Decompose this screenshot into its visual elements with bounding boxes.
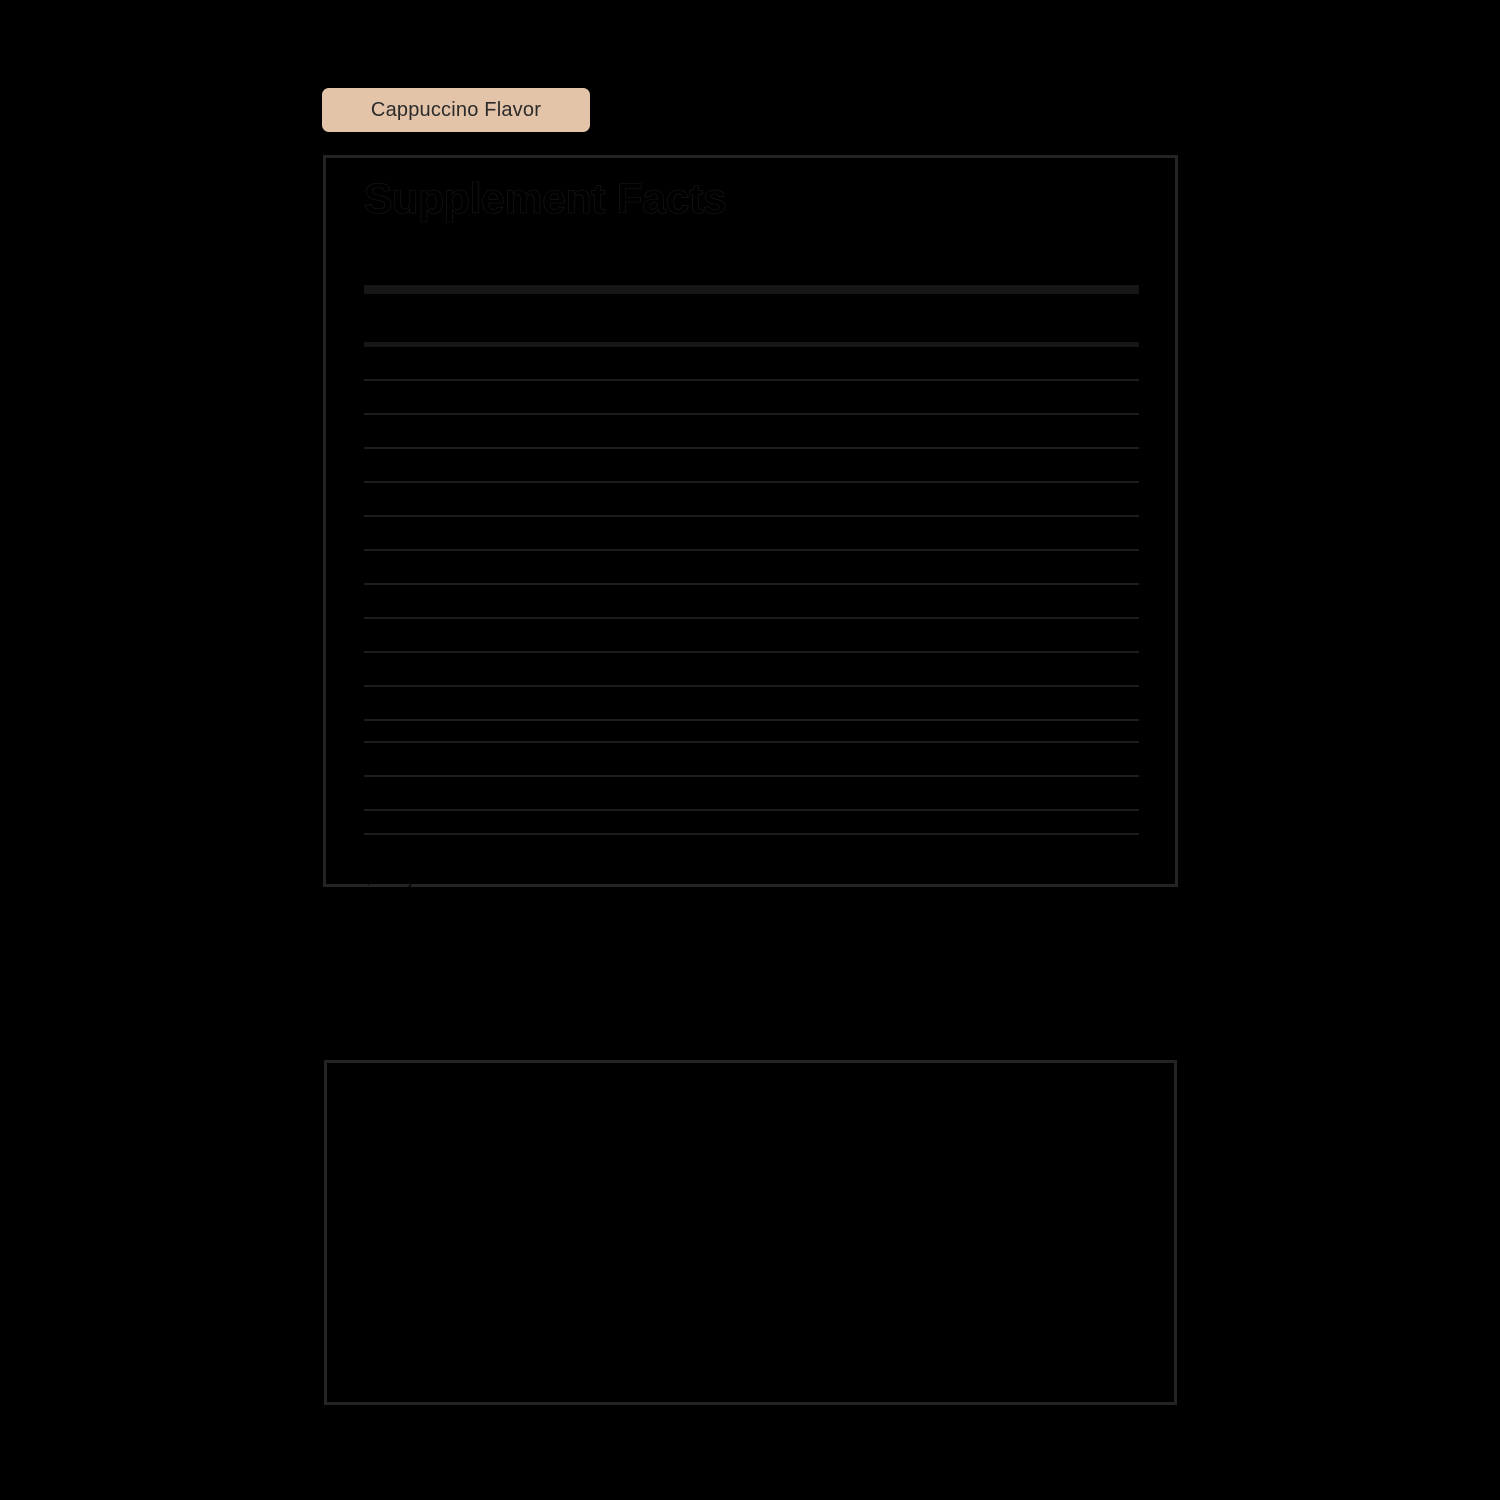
protein-source-table xyxy=(364,743,1139,811)
table-row xyxy=(364,347,1139,380)
nutrient-dv: 7%* xyxy=(997,448,1139,482)
table-row xyxy=(353,1339,751,1367)
amino-acid-amount: 245 xyxy=(695,1229,729,1252)
amino-acid-name: Isoleucine xyxy=(395,1341,484,1364)
amino-acid-name: Glycine xyxy=(395,1285,461,1308)
amino-acid-column-right xyxy=(751,1079,1149,1395)
amino-acid-header-amount xyxy=(984,1079,1148,1120)
table-row xyxy=(364,652,1139,686)
table-row xyxy=(353,1227,751,1255)
table-row xyxy=(364,414,1139,448)
supplement-facts-title: Supplement Facts xyxy=(364,175,727,223)
flavor-tab[interactable] xyxy=(322,88,590,132)
table-row xyxy=(353,1143,751,1171)
nutrient-dv: 7% xyxy=(997,652,1139,686)
protein-source-name xyxy=(364,743,785,776)
supplement-facts-panel xyxy=(323,155,1178,887)
amino-acid-amount: 857 xyxy=(695,1145,729,1168)
table-row xyxy=(751,1339,1149,1367)
amino-acid-amount: 740 xyxy=(1093,1285,1126,1308)
amino-acid-header-amount-label: Amount xyxy=(663,1079,729,1100)
amino-acid-name: Proline xyxy=(792,1229,854,1252)
amino-acid-amount: 737 xyxy=(1093,1341,1126,1364)
header-daily-value: % Daily Value xyxy=(1014,313,1139,336)
registered-trademark-icon: ® xyxy=(425,747,434,760)
nutrient-dv: 2% xyxy=(997,686,1139,720)
amino-acid-column-left xyxy=(353,1079,751,1395)
amino-acid-header-amount-label: Amount xyxy=(1060,1079,1126,1100)
nutrient-amount: 2g xyxy=(785,448,997,482)
nutrient-dv: 12% xyxy=(997,584,1139,618)
table-row xyxy=(353,1367,751,1395)
nutrition-table xyxy=(364,347,1139,721)
amino-acid-header-name: Amino Acid xyxy=(353,1086,449,1108)
amino-acid-name: Arginine xyxy=(395,1173,468,1196)
nutrient-amount: 150mg xyxy=(785,584,997,618)
amino-acid-header-units: (mg per serving) xyxy=(1031,1100,1126,1115)
other-ingredients-text: Other Ingredients: Organic Cane Sugar, Natural Flavors, Decaffeinated Mexican Coffee Powder, Reb M xyxy=(328,908,1109,958)
table-row xyxy=(353,1255,751,1283)
footnote-not-established: † Daily value not established. xyxy=(364,870,582,889)
protein-source-name: Organic brown rice protein xyxy=(364,776,785,810)
amino-acid-amount: 503 xyxy=(695,1313,729,1336)
table-row xyxy=(751,1199,1149,1227)
nutrient-dv: 2%* xyxy=(997,516,1139,550)
amino-acid-amount: 1,013 xyxy=(679,1341,729,1364)
table-row xyxy=(364,618,1139,652)
amino-acid-amount: 1,129 xyxy=(1076,1201,1126,1224)
amino-acid-name: Serine xyxy=(792,1257,850,1280)
servings-per-container: Servings Per Container: 12 xyxy=(364,250,619,274)
divider-thick-top xyxy=(364,285,1139,294)
amino-acid-name: Methionine xyxy=(792,1173,889,1196)
nutrient-amount: 110 xyxy=(785,347,997,380)
nutrient-name: Sodium xyxy=(364,652,785,686)
nutrient-name: Dietary Fiber xyxy=(364,448,785,482)
nutrient-name: Calcium xyxy=(364,584,785,618)
amino-acid-amount: 196 xyxy=(1093,1313,1126,1336)
nutrient-name: Potassium xyxy=(364,686,785,720)
amino-acid-panel xyxy=(324,1060,1177,1405)
protein-source-tail: pea protein xyxy=(433,746,541,769)
footnote-daily-values: * Percent Daily Values are based on a 2,000 calorie diet. xyxy=(364,845,783,864)
nutrient-amount: 170mg xyxy=(785,652,997,686)
table-row xyxy=(751,1255,1149,1283)
nutrient-name: Total Fat xyxy=(364,380,785,414)
nutrient-amount: 2.5g xyxy=(785,380,997,414)
amino-acid-name: Threonine xyxy=(792,1285,882,1308)
table-row xyxy=(364,380,1139,414)
table-row xyxy=(364,482,1139,516)
protein-source-amount: 1g xyxy=(785,776,997,810)
protein-source-brand: PURIS xyxy=(364,746,426,769)
amino-acid-amount: 884 xyxy=(1093,1229,1126,1252)
amino-acid-name: Valine xyxy=(792,1369,846,1392)
amino-acid-table-right xyxy=(751,1079,1149,1395)
nutrient-amount: 1g xyxy=(785,482,997,516)
amino-acid-table-left xyxy=(353,1079,751,1395)
amino-acid-name: Histidine xyxy=(395,1313,471,1336)
nutrient-amount xyxy=(785,516,997,550)
amino-acid-name: Glutamic Acid xyxy=(395,1257,516,1280)
nutrient-amount: 3.7mg xyxy=(785,618,997,652)
protein-source-amount: 24.203g xyxy=(785,743,997,776)
table-row xyxy=(751,1227,1149,1255)
protein-source-dv: † xyxy=(997,743,1139,776)
amino-acid-amount: 819 xyxy=(695,1285,729,1308)
nutrient-name: Calories xyxy=(364,347,785,380)
amino-acid-header-name: Amino Acid xyxy=(750,1086,846,1108)
amino-acid-title: Typical Amino Acid Profile xyxy=(325,972,733,1009)
amino-acid-amount: 1,739 xyxy=(679,1173,729,1196)
header-amount-per-serving: Amount Per Serving xyxy=(794,313,975,336)
table-row xyxy=(751,1367,1149,1395)
amino-acid-amount: 1,087 xyxy=(1076,1369,1126,1392)
divider-ingredients-bottom xyxy=(364,833,1139,835)
table-row xyxy=(751,1311,1149,1339)
amino-acid-amount: 1,679 xyxy=(679,1369,729,1392)
table-row xyxy=(353,1171,751,1199)
amino-acid-name: Phenylalanine xyxy=(792,1201,917,1224)
nutrient-amount: 1000mg xyxy=(785,686,997,720)
amino-acid-name: Leucine xyxy=(395,1369,465,1392)
nutrient-dv: † xyxy=(997,482,1139,516)
table-row xyxy=(364,550,1139,584)
nutrient-dv: 32%* xyxy=(997,550,1139,584)
amino-acid-amount: 916 xyxy=(1093,1257,1126,1280)
amino-acid-name: Aspartic Acid xyxy=(395,1201,510,1224)
table-row xyxy=(353,1311,751,1339)
amino-acid-amount: 1,489 xyxy=(1076,1145,1126,1168)
serving-size: Serving Size: 1 Scoop (29.4g) xyxy=(364,224,646,247)
nutrient-dv xyxy=(997,347,1139,380)
table-row xyxy=(364,686,1139,720)
amino-acid-amount: 3,518 xyxy=(679,1257,729,1280)
table-row xyxy=(364,584,1139,618)
flavor-tab-label: Cappuccino Flavor xyxy=(370,98,542,121)
nutrient-dv: 1%* xyxy=(997,414,1139,448)
table-row xyxy=(751,1171,1149,1199)
nutrient-name: Includes 1g Added Sugars xyxy=(364,516,785,550)
nutrient-name: Total Carbohydrate xyxy=(364,414,785,448)
table-row xyxy=(364,516,1139,550)
nutrient-name: Iron xyxy=(364,618,785,652)
amino-acid-name: Tyrosine xyxy=(792,1341,867,1364)
table-row xyxy=(353,1283,751,1311)
table-row xyxy=(353,1199,751,1227)
table-row xyxy=(751,1143,1149,1171)
nutrition-header-table xyxy=(364,310,1139,342)
nutrient-dv: 3%* xyxy=(997,380,1139,414)
table-row xyxy=(751,1283,1149,1311)
amino-acid-name: Cystine xyxy=(395,1229,461,1252)
table-row xyxy=(364,743,1139,776)
amino-acid-name: Lysine xyxy=(792,1145,849,1168)
amino-acid-amount: 2,314 xyxy=(679,1201,729,1224)
amino-acid-header-amount xyxy=(584,1079,750,1120)
table-row xyxy=(364,776,1139,810)
nutrient-name: Protein xyxy=(364,550,785,584)
nutrient-amount: 20g xyxy=(785,550,997,584)
amino-acid-name: Alanine xyxy=(395,1145,461,1168)
amino-acid-amount: 228 xyxy=(1093,1173,1126,1196)
amino-acid-header-units: (mg per serving) xyxy=(633,1100,729,1115)
amino-acid-name: Tryptophan xyxy=(792,1313,892,1336)
protein-source-dv: † xyxy=(997,776,1139,810)
table-row xyxy=(364,448,1139,482)
nutrient-name: Total Sugars xyxy=(364,482,785,516)
header-blank xyxy=(364,310,785,342)
nutrient-dv: 21% xyxy=(997,618,1139,652)
nutrient-amount: 4g xyxy=(785,414,997,448)
